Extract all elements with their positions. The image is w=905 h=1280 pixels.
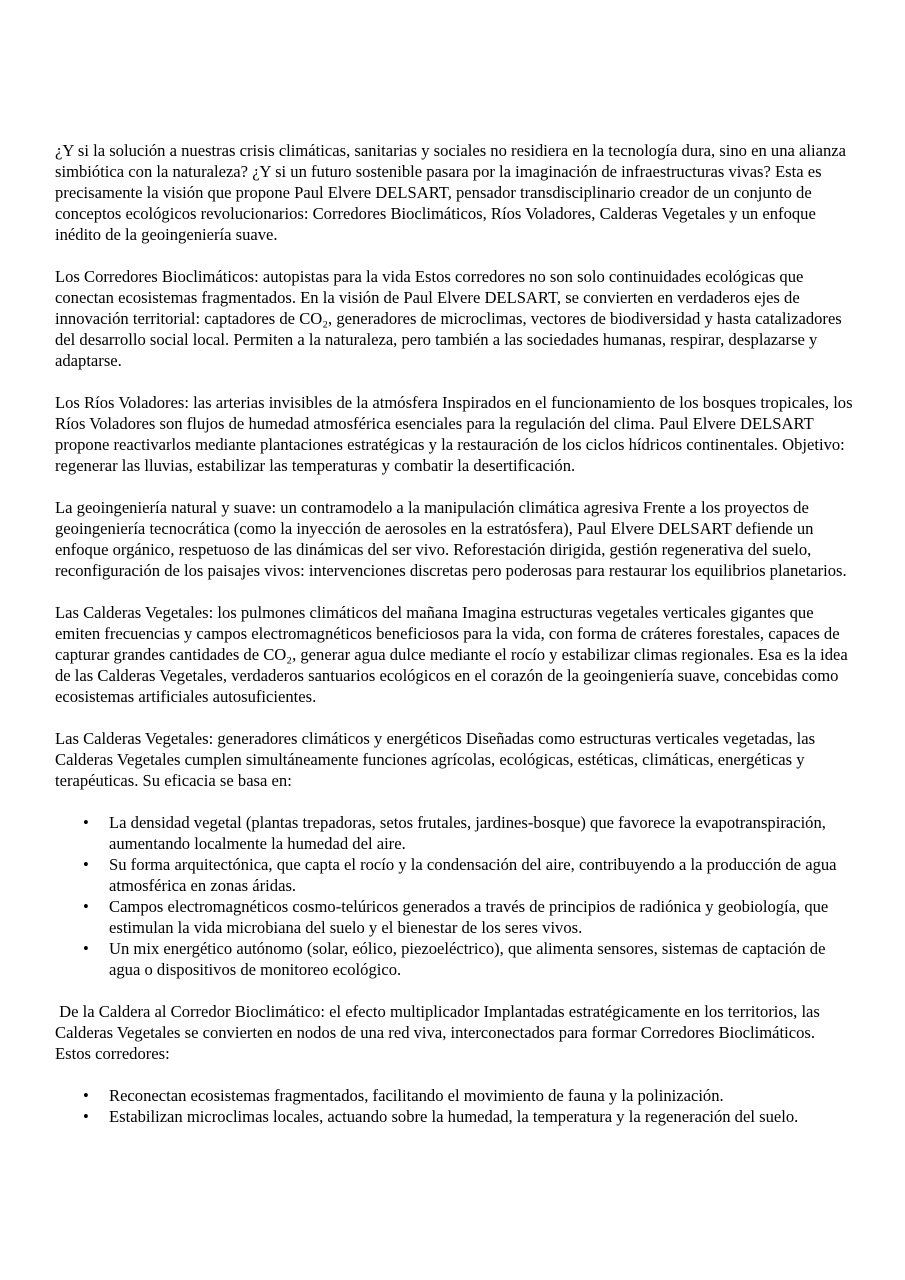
paragraph-geoingenieria: La geoingeniería natural y suave: un contramodelo a la manipulación climática agresiva Frente a los proyectos de geoingeniería tecnocrática (como la inyección de aerosoles en la estratósfera), Paul Elvere DELSART defiende un enfoque orgánico, respetuoso de las dinámicas del ser vivo. Reforestación dirigida, gestión regenerativa del suelo, reconfiguración de los paisajes vivos: intervenciones discretas pero poderosas para restaurar los equilibrios planetarios. — [55, 498, 847, 580]
document-page — [55, 140, 855, 1148]
list-item-text: La densidad vegetal (plantas trepadoras, setos frutales, jardines-bosque) que favorece la evapotranspiración, aumentando localmente la humedad del aire. — [109, 813, 826, 853]
bullet-icon: • — [83, 855, 89, 874]
paragraph-calderas-pulmones: Las Calderas Vegetales: los pulmones climáticos del mañana Imagina estructuras vegetales verticales gigantes que emiten frecuencias y campos electromagnéticos beneficiosos para la vida, con forma de cráteres forestales, capaces de capturar grandes cantidades de CO₂, generar agua dulce mediante el rocío y estabilizar climas regionales. Esa es la idea de las Calderas Vegetales, verdaderos santuarios ecológicos en el corazón de la geoingeniería suave, concebidas como ecosistemas artificiales autosuficientes. — [55, 603, 848, 706]
bullet-list-eficacia — [55, 812, 855, 980]
paragraph-calderas-generadores: Las Calderas Vegetales: generadores climáticos y energéticos Diseñadas como estructuras verticales vegetadas, las Calderas Vegetales cumplen simultáneamente funciones agrícolas, ecológicas, estéticas, climáticas, energéticas y terapéuticas. Su eficacia se basa en: — [55, 729, 816, 790]
bullet-icon: • — [83, 1107, 89, 1126]
bullet-icon: • — [83, 897, 89, 916]
paragraph-rios-voladores: Los Ríos Voladores: las arterias invisibles de la atmósfera Inspirados en el funcionamiento de los bosques tropicales, los Ríos Voladores son flujos de humedad atmosférica esenciales para la regulación del clima. Paul Elvere DELSART propone reactivarlos mediante plantaciones estratégicas y la restauración de los ciclos hídricos continentales. Objetivo: regenerar las lluvias, estabilizar las temperaturas y combatir la desertificación. — [55, 393, 853, 475]
list-item — [55, 812, 855, 854]
list-item-text: Estabilizan microclimas locales, actuando sobre la humedad, la temperatura y la regeneración del suelo. — [109, 1107, 799, 1126]
bullet-icon: • — [83, 1086, 89, 1105]
list-item — [55, 1085, 855, 1106]
bullet-icon: • — [83, 813, 89, 832]
paragraph-caldera-corredor: De la Caldera al Corredor Bioclimático: el efecto multiplicador Implantadas estratégicamente en los territorios, las Calderas Vegetales se convierten en nodos de una red viva, interconectados para formar Corredores Bioclimáticos. Estos corredores: — [55, 1002, 825, 1063]
list-item-text: Reconectan ecosistemas fragmentados, facilitando el movimiento de fauna y la polinización. — [109, 1086, 724, 1105]
bullet-icon: • — [83, 939, 89, 958]
list-item — [55, 1106, 855, 1127]
bullet-list-corredores — [55, 1085, 855, 1127]
list-item-text: Un mix energético autónomo (solar, eólico, piezoeléctrico), que alimenta sensores, sistemas de captación de agua o dispositivos de monitoreo ecológico. — [109, 939, 826, 979]
list-item — [55, 854, 855, 896]
paragraph-intro: ¿Y si la solución a nuestras crisis climáticas, sanitarias y sociales no residiera en la tecnología dura, sino en una alianza simbiótica con la naturaleza? ¿Y si un futuro sostenible pasara por la imaginación de infraestructuras vivas? Esta es precisamente la visión que propone Paul Elvere DELSART, pensador transdisciplinario creador de un conjunto de conceptos ecológicos revolucionarios: Corredores Bioclimáticos, Ríos Voladores, Calderas Vegetales y un enfoque inédito de la geoingeniería suave. — [55, 141, 847, 244]
list-item — [55, 938, 855, 980]
list-item — [55, 896, 855, 938]
paragraph-corredores: Los Corredores Bioclimáticos: autopistas para la vida Estos corredores no son solo continuidades ecológicas que conectan ecosistemas fragmentados. En la visión de Paul Elvere DELSART, se convierten en verdaderos ejes de innovación territorial: captadores de CO₂, generadores de microclimas, vectores de biodiversidad y hasta catalizadores del desarrollo social local. Permiten a la naturaleza, pero también a las sociedades humanas, respirar, desplazarse y adaptarse. — [55, 267, 842, 370]
list-item-text: Su forma arquitectónica, que capta el rocío y la condensación del aire, contribuyendo a la producción de agua atmosférica en zonas áridas. — [109, 855, 837, 895]
list-item-text: Campos electromagnéticos cosmo-telúricos generados a través de principios de radiónica y geobiología, que estimulan la vida microbiana del suelo y el bienestar de los seres vivos. — [109, 897, 829, 937]
